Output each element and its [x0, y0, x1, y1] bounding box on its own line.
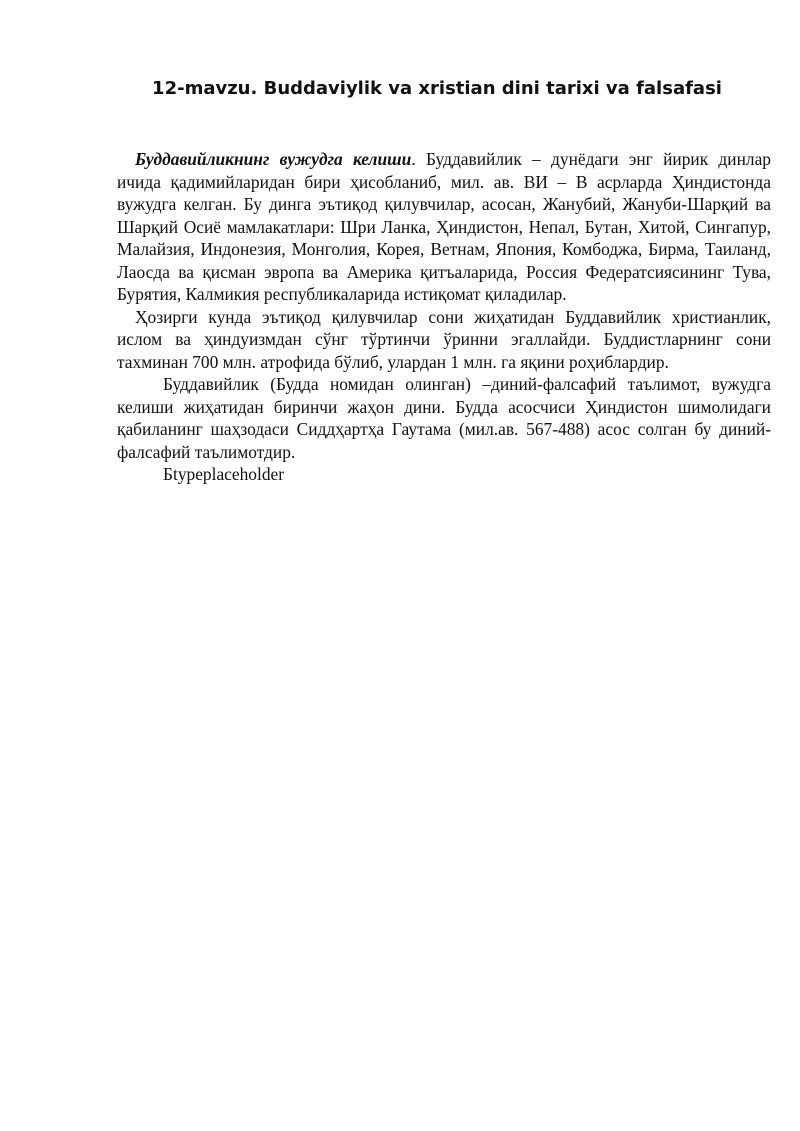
paragraph-dates: Бtypeplaceholder [163, 464, 285, 484]
paragraph-lead-heading: Буддавийликнинг вужудга келиши [135, 149, 412, 169]
paragraph-followers: Ҳозирги кунда эътиқод қилувчилар сони жиҳатидан Буддавийлик христианлик, ислом ва ҳиндуизмдан сўнг тўртинчи ўринни эгаллайди. Буддистларнинг сони тахминан 700 млн. атрофида бўлиб, улардан 1 млн. га яқини роҳиблардир. [117, 306, 771, 372]
paragraph-definition: Буддавийлик (Будда номидан олинган) –диний-фалсафий таълимот, вужудга келиши жиҳатидан биринчи жаҳон дини. Будда асосчиси Ҳиндистон шимолидаги қабиланинг шаҳзодаси Сиддҳартҳа Гаутама (мил.ав. 567-488) асос солган бу диний-фалсафий таълимотдир. [117, 374, 771, 462]
document-body [117, 148, 771, 486]
paragraph-text: . Буддавийлик – дунёдаги энг йирик динлар ичида қадимийларидан бири ҳисобланиб, мил. ав. ВИ – В асрларда Ҳиндистонда вужудга келган. Бу динга эътиқод қилувчилар, асосан, Жанубий, Жануби-Шарқий ва Шарқий Осиё мамлакатлари: Шри Ланка, Ҳиндистон, Непал, Бутан, Хитой, Сингапур, Малайзия, Индонезия, Монголия, Корея, Ветнам, Япония, Комбоджа, Бирма, Таиланд, Лаосда ва қисман эвропа ва Америка қитъаларида, Россия Федератсиясининг Тува, Бурятия, Калмикия республикаларида истиқомат қиладилар. [117, 149, 771, 304]
paragraph-origin [117, 148, 771, 306]
page-title: 12-mavzu. Buddaviylik va xristian dini tarixi va falsafasi [152, 78, 722, 99]
